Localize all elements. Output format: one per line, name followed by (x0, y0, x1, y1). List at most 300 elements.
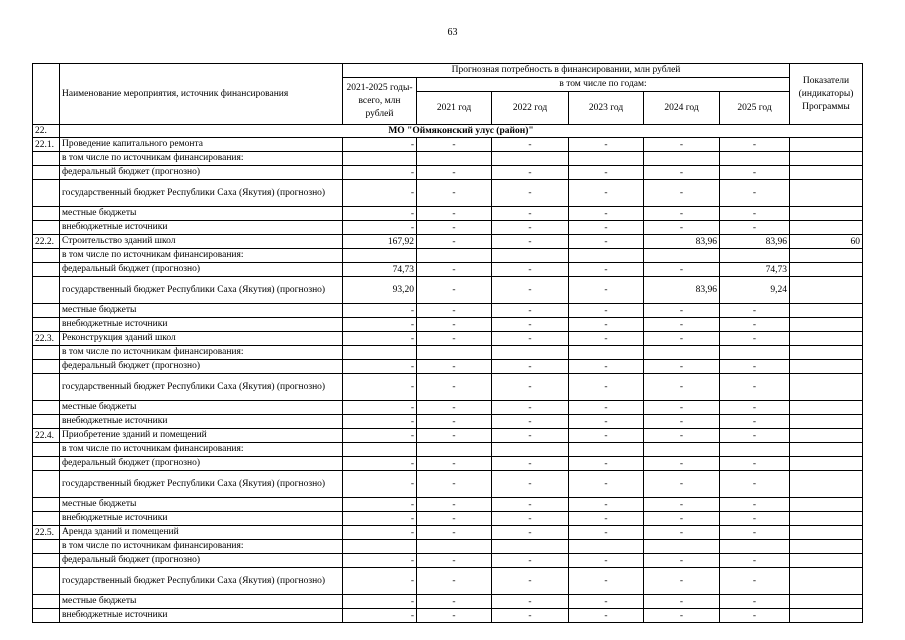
row-name: местные бюджеты (60, 304, 343, 318)
row-year-value: - (417, 277, 492, 304)
row-total: - (343, 221, 417, 235)
row-total: - (343, 360, 417, 374)
row-total: - (343, 554, 417, 568)
row-year-value: - (569, 360, 644, 374)
row-year-value: - (492, 138, 569, 152)
row-total: 74,73 (343, 263, 417, 277)
row-year-value: - (492, 166, 569, 180)
header-code-cell (33, 64, 60, 125)
row-indicator (790, 401, 863, 415)
row-name: государственный бюджет Республики Саха (Якутия) (прогнозно) (60, 374, 343, 401)
row-name: Реконструкция зданий школ (60, 332, 343, 346)
row-year-value (417, 249, 492, 263)
row-year-value: - (492, 207, 569, 221)
row-total: 93,20 (343, 277, 417, 304)
row-indicator (790, 443, 863, 457)
row-name: местные бюджеты (60, 498, 343, 512)
row-year-value: - (644, 471, 720, 498)
row-year-value: - (492, 263, 569, 277)
row-year-value: - (720, 304, 790, 318)
row-year-value: - (569, 332, 644, 346)
row-year-value: - (492, 429, 569, 443)
row-year-value: - (492, 498, 569, 512)
row-year-value: - (644, 429, 720, 443)
row-total: - (343, 180, 417, 207)
row-total: - (343, 429, 417, 443)
table-row (33, 443, 863, 457)
row-year-value: - (417, 457, 492, 471)
row-year-value: - (492, 512, 569, 526)
table-row (33, 152, 863, 166)
table-row (33, 526, 863, 540)
row-total: - (343, 166, 417, 180)
row-year-value: - (492, 568, 569, 595)
row-code (33, 443, 60, 457)
row-indicator (790, 332, 863, 346)
row-name: Аренда зданий и помещений (60, 526, 343, 540)
row-year-value: - (417, 138, 492, 152)
row-year-value: - (417, 332, 492, 346)
row-total: - (343, 401, 417, 415)
table-row (33, 138, 863, 152)
row-year-value (492, 346, 569, 360)
row-code (33, 166, 60, 180)
header-need-title: Прогнозная потребность в финансировании, млн рублей (343, 64, 790, 78)
row-indicator (790, 512, 863, 526)
row-indicator (790, 346, 863, 360)
row-year-value: - (720, 207, 790, 221)
row-name: государственный бюджет Республики Саха (Якутия) (прогнозно) (60, 277, 343, 304)
row-year-value: - (417, 568, 492, 595)
table-body (33, 138, 863, 623)
row-name: внебюджетные источники (60, 415, 343, 429)
table-row (33, 609, 863, 623)
row-year-value: - (644, 360, 720, 374)
row-year-value: - (720, 457, 790, 471)
row-total: - (343, 457, 417, 471)
row-indicator (790, 595, 863, 609)
row-year-value: - (569, 180, 644, 207)
row-year-value: - (569, 374, 644, 401)
table-row (33, 374, 863, 401)
row-year-value (644, 152, 720, 166)
row-name: Приобретение зданий и помещений (60, 429, 343, 443)
row-year-value (569, 249, 644, 263)
row-indicator (790, 180, 863, 207)
row-indicator (790, 360, 863, 374)
table-row (33, 235, 863, 249)
row-year-value: - (492, 471, 569, 498)
table-row (33, 332, 863, 346)
row-year-value (720, 249, 790, 263)
row-code (33, 318, 60, 332)
row-year-value: - (417, 304, 492, 318)
row-total: - (343, 595, 417, 609)
row-year-value: - (492, 609, 569, 623)
row-year-value: - (417, 360, 492, 374)
row-year-value: - (644, 415, 720, 429)
row-year-value (417, 152, 492, 166)
row-indicator (790, 207, 863, 221)
row-year-value: - (492, 457, 569, 471)
row-total: - (343, 374, 417, 401)
row-code (33, 374, 60, 401)
row-code (33, 304, 60, 318)
row-year-value: - (644, 457, 720, 471)
row-year-value: - (417, 166, 492, 180)
row-year-value: - (417, 207, 492, 221)
row-indicator (790, 263, 863, 277)
table-row (33, 415, 863, 429)
row-year-value: - (720, 332, 790, 346)
table-row (33, 595, 863, 609)
table-row (33, 263, 863, 277)
row-name: Строительство зданий школ (60, 235, 343, 249)
row-indicator (790, 166, 863, 180)
row-total: - (343, 415, 417, 429)
row-code (33, 249, 60, 263)
table-row (33, 360, 863, 374)
row-total: 167,92 (343, 235, 417, 249)
row-year-value (720, 346, 790, 360)
row-year-value (644, 443, 720, 457)
row-indicator (790, 318, 863, 332)
row-year-value: - (569, 526, 644, 540)
row-year-value: - (569, 235, 644, 249)
row-code (33, 609, 60, 623)
row-year-value: - (644, 207, 720, 221)
row-year-value: - (492, 180, 569, 207)
table-row (33, 457, 863, 471)
table-row (33, 346, 863, 360)
row-year-value: - (569, 429, 644, 443)
row-year-value: - (492, 374, 569, 401)
row-year-value: - (644, 595, 720, 609)
table-row (33, 429, 863, 443)
row-name: внебюджетные источники (60, 221, 343, 235)
row-total: - (343, 318, 417, 332)
row-year-value: - (492, 401, 569, 415)
row-year-value: - (417, 471, 492, 498)
row-total: - (343, 207, 417, 221)
row-year-value: - (644, 138, 720, 152)
financing-table (32, 63, 863, 623)
row-code (33, 277, 60, 304)
row-year-value: - (569, 415, 644, 429)
page-number: 63 (447, 27, 458, 38)
header-total: 2021-2025 годы- всего, млн рублей (343, 78, 417, 125)
row-year-value (569, 152, 644, 166)
row-indicator (790, 429, 863, 443)
header-by-years: в том числе по годам: (417, 78, 790, 92)
row-code (33, 540, 60, 554)
row-year-value: - (417, 263, 492, 277)
row-indicator (790, 152, 863, 166)
row-year-value (417, 346, 492, 360)
row-year-value: - (492, 526, 569, 540)
header-year: 2021 год (417, 92, 492, 125)
row-year-value: - (569, 166, 644, 180)
row-year-value (492, 540, 569, 554)
row-year-value: - (417, 401, 492, 415)
table-row (33, 180, 863, 207)
row-year-value: - (492, 415, 569, 429)
row-year-value: - (644, 332, 720, 346)
row-year-value: - (720, 471, 790, 498)
row-indicator (790, 221, 863, 235)
row-name: внебюджетные источники (60, 318, 343, 332)
row-code (33, 152, 60, 166)
row-year-value (644, 540, 720, 554)
row-year-value: - (644, 526, 720, 540)
row-name: федеральный бюджет (прогнозно) (60, 360, 343, 374)
row-total: - (343, 498, 417, 512)
row-year-value: - (492, 235, 569, 249)
row-year-value (644, 346, 720, 360)
row-indicator (790, 554, 863, 568)
row-year-value: - (644, 554, 720, 568)
row-year-value: - (644, 221, 720, 235)
row-code (33, 221, 60, 235)
row-total (343, 152, 417, 166)
row-year-value: - (569, 138, 644, 152)
row-year-value: - (569, 304, 644, 318)
table-row (33, 277, 863, 304)
row-code (33, 457, 60, 471)
row-total: - (343, 471, 417, 498)
row-year-value: - (569, 401, 644, 415)
row-code (33, 512, 60, 526)
row-total: - (343, 138, 417, 152)
row-code: 22.1. (33, 138, 60, 152)
table-row (33, 304, 863, 318)
row-indicator (790, 374, 863, 401)
table-row (33, 221, 863, 235)
row-name: в том числе по источникам финансирования: (60, 346, 343, 360)
row-indicator (790, 498, 863, 512)
row-year-value: - (417, 429, 492, 443)
row-year-value: - (492, 221, 569, 235)
row-indicator (790, 609, 863, 623)
row-year-value: - (644, 166, 720, 180)
table-row (33, 318, 863, 332)
row-name: государственный бюджет Республики Саха (Якутия) (прогнозно) (60, 180, 343, 207)
row-code (33, 360, 60, 374)
row-code (33, 207, 60, 221)
row-name: в том числе по источникам финансирования: (60, 152, 343, 166)
row-year-value: - (720, 221, 790, 235)
row-total (343, 346, 417, 360)
row-year-value: - (720, 554, 790, 568)
row-year-value (569, 443, 644, 457)
row-year-value (492, 249, 569, 263)
row-indicator (790, 304, 863, 318)
row-indicator (790, 540, 863, 554)
row-indicator (790, 415, 863, 429)
table-row (33, 540, 863, 554)
row-total (343, 443, 417, 457)
row-name: Проведение капитального ремонта (60, 138, 343, 152)
row-year-value: - (417, 609, 492, 623)
table-row (33, 554, 863, 568)
row-name: федеральный бюджет (прогнозно) (60, 554, 343, 568)
row-year-value: - (644, 180, 720, 207)
row-year-value: - (644, 263, 720, 277)
row-code (33, 595, 60, 609)
row-year-value: - (492, 554, 569, 568)
row-total: - (343, 526, 417, 540)
row-name: федеральный бюджет (прогнозно) (60, 166, 343, 180)
row-year-value: 83,96 (720, 235, 790, 249)
row-year-value: - (644, 609, 720, 623)
row-indicator (790, 249, 863, 263)
row-year-value: - (417, 595, 492, 609)
row-code (33, 568, 60, 595)
row-code: 22.2. (33, 235, 60, 249)
row-name: местные бюджеты (60, 595, 343, 609)
row-year-value: - (720, 498, 790, 512)
table-row (33, 498, 863, 512)
row-year-value: - (569, 609, 644, 623)
row-name: местные бюджеты (60, 401, 343, 415)
row-year-value: - (417, 526, 492, 540)
row-year-value (417, 540, 492, 554)
row-total: - (343, 609, 417, 623)
row-code: 22.3. (33, 332, 60, 346)
row-year-value: - (569, 498, 644, 512)
row-year-value: - (417, 512, 492, 526)
row-year-value: - (720, 318, 790, 332)
row-total: - (343, 512, 417, 526)
row-code: 22.5. (33, 526, 60, 540)
row-year-value: - (720, 609, 790, 623)
row-year-value: - (720, 138, 790, 152)
row-year-value: - (720, 360, 790, 374)
row-code (33, 554, 60, 568)
row-year-value: - (417, 554, 492, 568)
row-year-value: - (720, 401, 790, 415)
header-year: 2024 год (644, 92, 720, 125)
row-year-value: - (720, 568, 790, 595)
row-year-value: - (417, 235, 492, 249)
row-code (33, 415, 60, 429)
row-year-value: - (720, 595, 790, 609)
row-indicator (790, 138, 863, 152)
section-code: 22. (33, 125, 60, 138)
row-year-value: - (569, 554, 644, 568)
table-row (33, 512, 863, 526)
row-name: внебюджетные источники (60, 609, 343, 623)
row-year-value: - (492, 277, 569, 304)
table-row (33, 249, 863, 263)
row-year-value (492, 443, 569, 457)
row-year-value: - (569, 512, 644, 526)
row-name: внебюджетные источники (60, 512, 343, 526)
header-name: Наименование мероприятия, источник финансирования (60, 64, 343, 125)
row-year-value: - (569, 318, 644, 332)
row-year-value: - (644, 304, 720, 318)
row-year-value: - (492, 304, 569, 318)
row-code (33, 498, 60, 512)
row-indicator (790, 526, 863, 540)
row-indicator (790, 457, 863, 471)
row-year-value: - (720, 526, 790, 540)
table-row (33, 401, 863, 415)
row-year-value: - (417, 374, 492, 401)
header-year: 2022 год (492, 92, 569, 125)
row-year-value (569, 346, 644, 360)
row-year-value (569, 540, 644, 554)
row-year-value: - (569, 221, 644, 235)
row-year-value: - (720, 374, 790, 401)
row-name: в том числе по источникам финансирования: (60, 443, 343, 457)
row-total: - (343, 332, 417, 346)
row-year-value: - (492, 318, 569, 332)
row-year-value (644, 249, 720, 263)
row-name: федеральный бюджет (прогнозно) (60, 457, 343, 471)
row-year-value: - (720, 512, 790, 526)
row-code (33, 180, 60, 207)
row-year-value: - (720, 180, 790, 207)
row-year-value: - (569, 568, 644, 595)
row-year-value: - (644, 512, 720, 526)
header-year: 2023 год (569, 92, 644, 125)
row-year-value: - (644, 401, 720, 415)
table-row (33, 568, 863, 595)
row-year-value: - (492, 332, 569, 346)
row-name: государственный бюджет Республики Саха (Якутия) (прогнозно) (60, 471, 343, 498)
row-year-value (720, 540, 790, 554)
row-indicator (790, 471, 863, 498)
row-year-value: - (417, 498, 492, 512)
row-code (33, 263, 60, 277)
row-year-value: - (492, 360, 569, 374)
row-total (343, 540, 417, 554)
row-year-value: - (417, 318, 492, 332)
table-row (33, 471, 863, 498)
row-year-value: - (720, 166, 790, 180)
row-year-value: - (644, 318, 720, 332)
row-total (343, 249, 417, 263)
row-year-value: - (569, 595, 644, 609)
row-indicator (790, 568, 863, 595)
row-year-value: - (644, 568, 720, 595)
row-year-value: - (569, 471, 644, 498)
row-year-value: - (492, 595, 569, 609)
row-indicator (790, 277, 863, 304)
row-code: 22.4. (33, 429, 60, 443)
table-row (33, 166, 863, 180)
row-year-value: 74,73 (720, 263, 790, 277)
table-row (33, 207, 863, 221)
row-year-value: 83,96 (644, 277, 720, 304)
row-year-value: - (417, 180, 492, 207)
row-code (33, 471, 60, 498)
row-year-value: - (644, 374, 720, 401)
row-total: - (343, 304, 417, 318)
row-year-value: - (569, 263, 644, 277)
row-indicator: 60 (790, 235, 863, 249)
row-year-value: - (569, 207, 644, 221)
row-name: местные бюджеты (60, 207, 343, 221)
header-year: 2025 год (720, 92, 790, 125)
row-year-value (720, 443, 790, 457)
row-year-value: - (720, 429, 790, 443)
row-year-value: - (720, 415, 790, 429)
section-title: МО "Оймяконский улус (район)" (60, 125, 863, 138)
row-code (33, 346, 60, 360)
row-year-value (417, 443, 492, 457)
